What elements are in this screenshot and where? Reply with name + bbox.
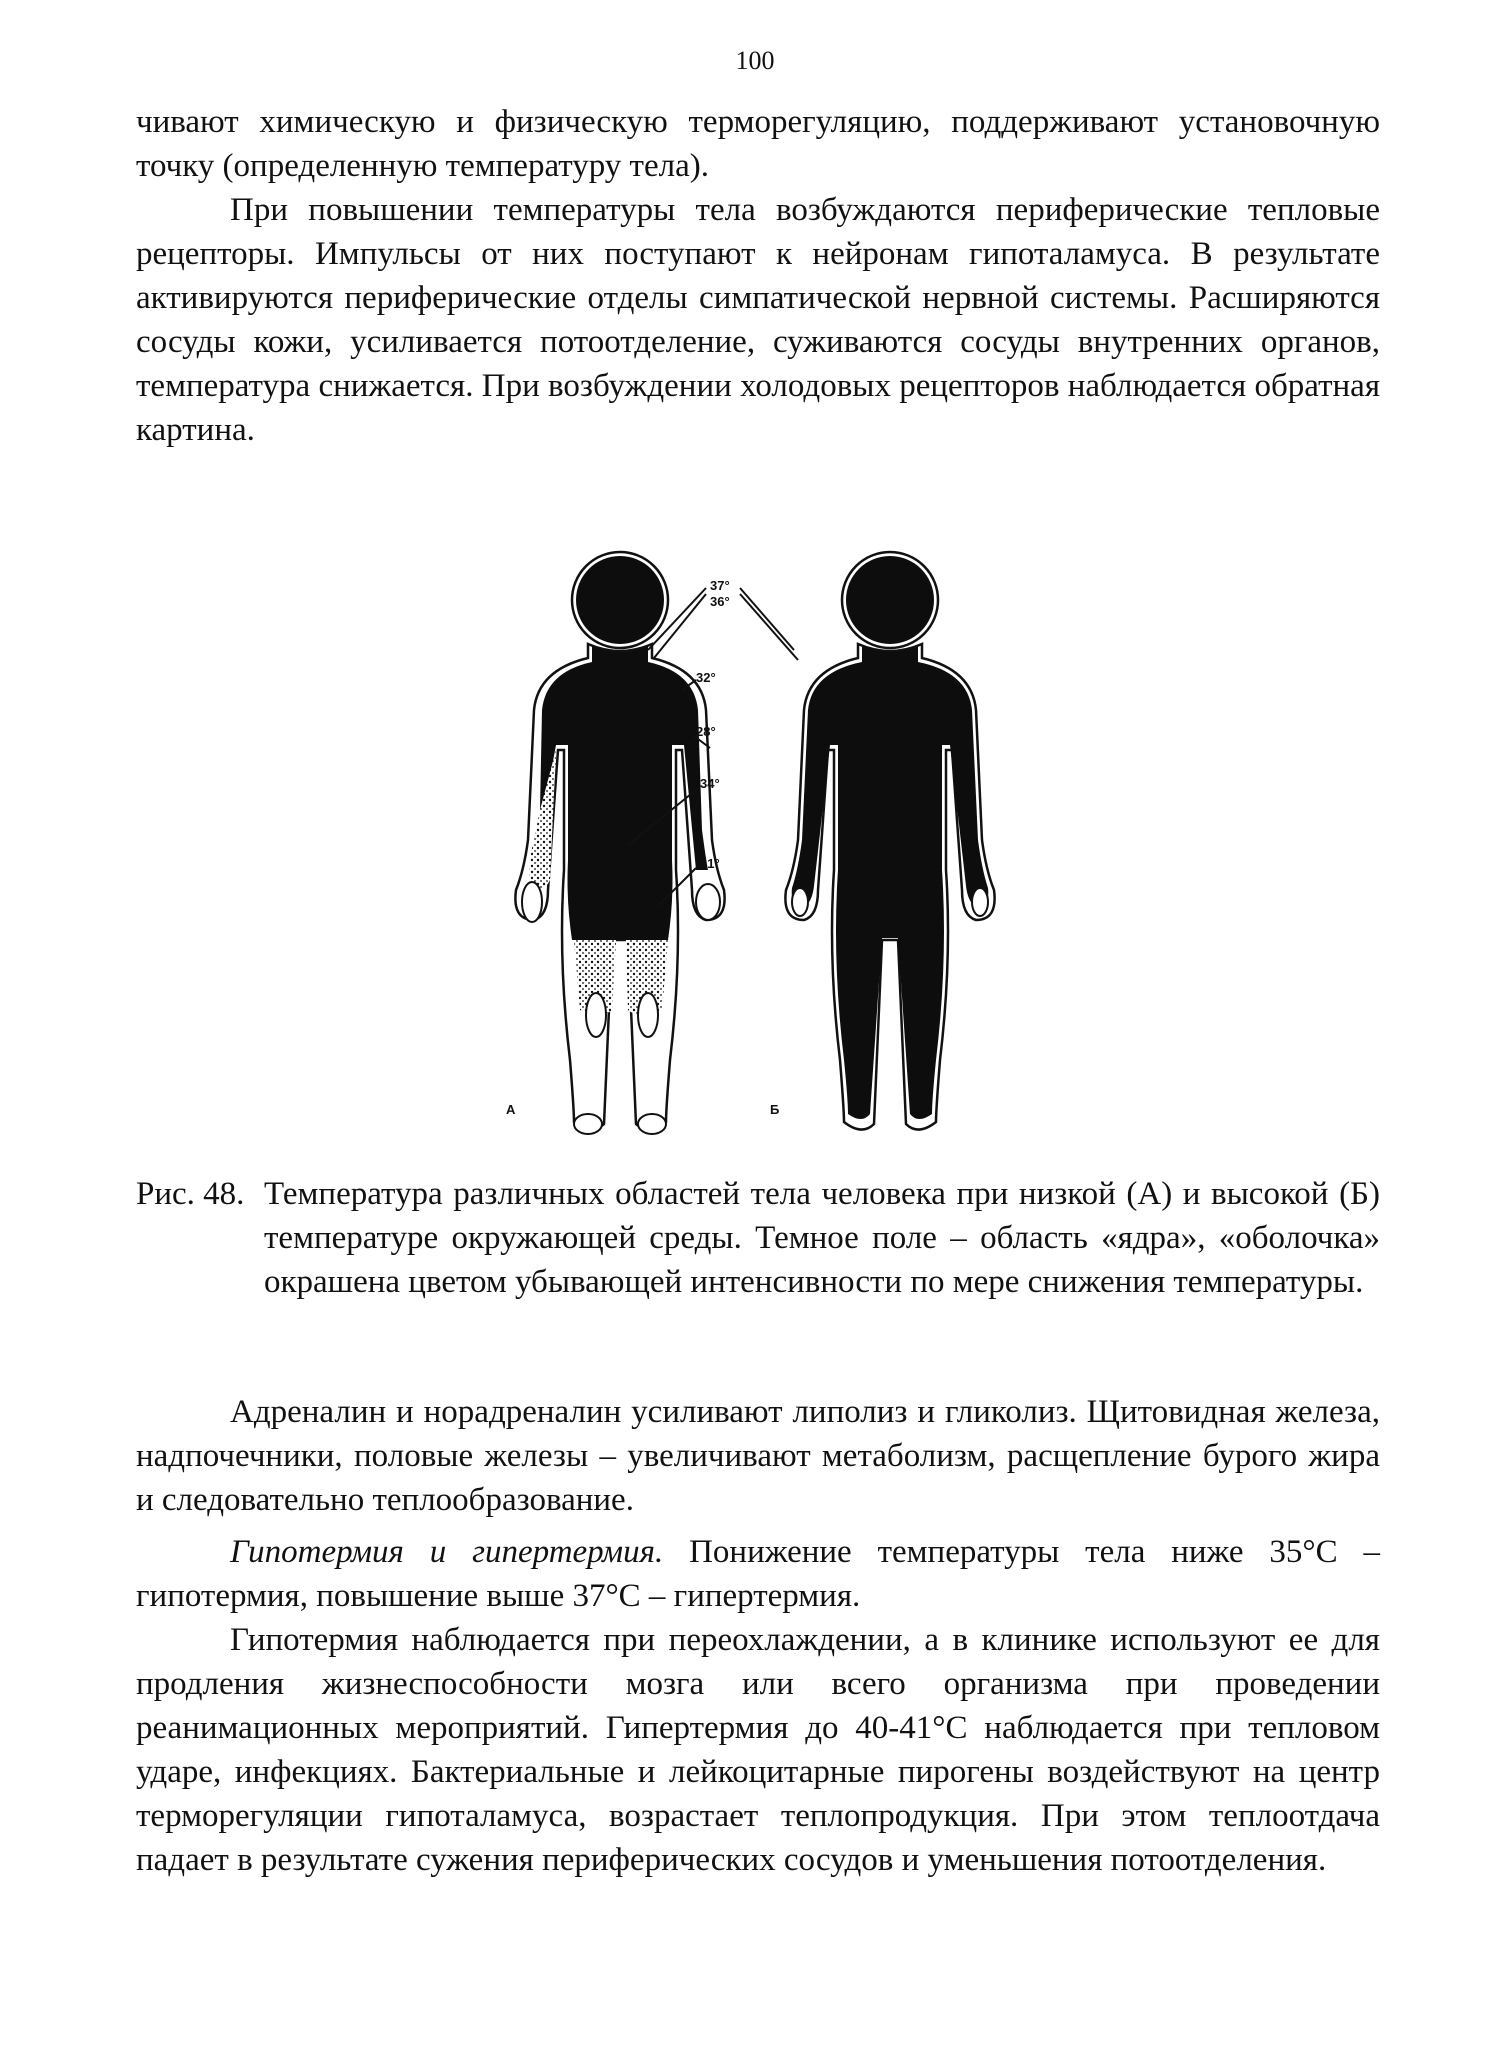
paragraph-hypothermia-definition <box>136 1530 1380 1618</box>
caption-text: Температура различных областей тела человека при низкой (А) и высокой (Б) температуре окружающей среды. Темное поле – область «ядра», «оболочка» окрашена цветом убывающей интенсивности по мере снижения температуры. <box>264 1176 1380 1300</box>
temp-label-32: 32° <box>696 670 716 685</box>
temp-label-31: 31° <box>700 856 720 871</box>
figure-label-b: Б <box>770 1102 780 1117</box>
caption-prefix: Рис. 48. <box>136 1176 245 1212</box>
paragraph-continuation: чивают химическую и физическую терморегуляцию, поддерживают установочную точку (определенную температуру тела). <box>136 104 1380 184</box>
figure-b-body <box>785 552 994 1130</box>
hypothermia-heading: Гипотермия и гипертермия. <box>230 1534 664 1570</box>
hypothermia-definition-text: Понижение температуры тела ниже 35°С – гипотермия, повышение выше 37°С – гипертермия. <box>136 1534 1380 1614</box>
temp-label-37: 37° <box>710 578 730 593</box>
temp-label-36: 36° <box>710 594 730 609</box>
paragraph-heat-receptors: При повышении температуры тела возбуждаются периферические тепловые рецепторы. Импульсы от них поступают к нейронам гипоталамуса. В результате активируются периферические отделы симпатической нервной системы. Расширяются сосуды кожи, усиливается потоотделение, суживаются сосуды внутренних органов, температура снижается. При возбуждении холодовых рецепторов наблюдается обратная картина. <box>136 192 1380 448</box>
temp-label-34: 34° <box>700 776 720 791</box>
figure-svg <box>470 540 1050 1140</box>
figure-a-body <box>515 552 724 1134</box>
page-number: 100 <box>735 46 775 75</box>
figure-label-a: А <box>506 1102 516 1117</box>
paragraph-adrenaline: Адреналин и норадреналин усиливают липолиз и гликолиз. Щитовидная железа, надпочечники, половые железы – увеличивают метаболизм, расщепление бурого жира и следовательно теплообразование. <box>136 1394 1380 1518</box>
paragraph-hypothermia-clinic: Гипотермия наблюдается при переохлаждении, а в клинике используют ее для продления жизнеспособности мозга или всего организма при проведении реанимационных мероприятий. Гипертермия до 40-41°С наблюдается при тепловом ударе, инфекциях. Бактериальные и лейкоцитарные пирогены воздействуют на центр терморегуляции гипоталамуса, возрастает теплопродукция. При этом теплоотдача падает в результате сужения периферических сосудов и уменьшения потоотделения. <box>136 1622 1380 1878</box>
figure-caption <box>136 1172 1380 1304</box>
temp-label-28: 28° <box>696 724 716 739</box>
body-temperature-figure <box>470 540 1050 1140</box>
